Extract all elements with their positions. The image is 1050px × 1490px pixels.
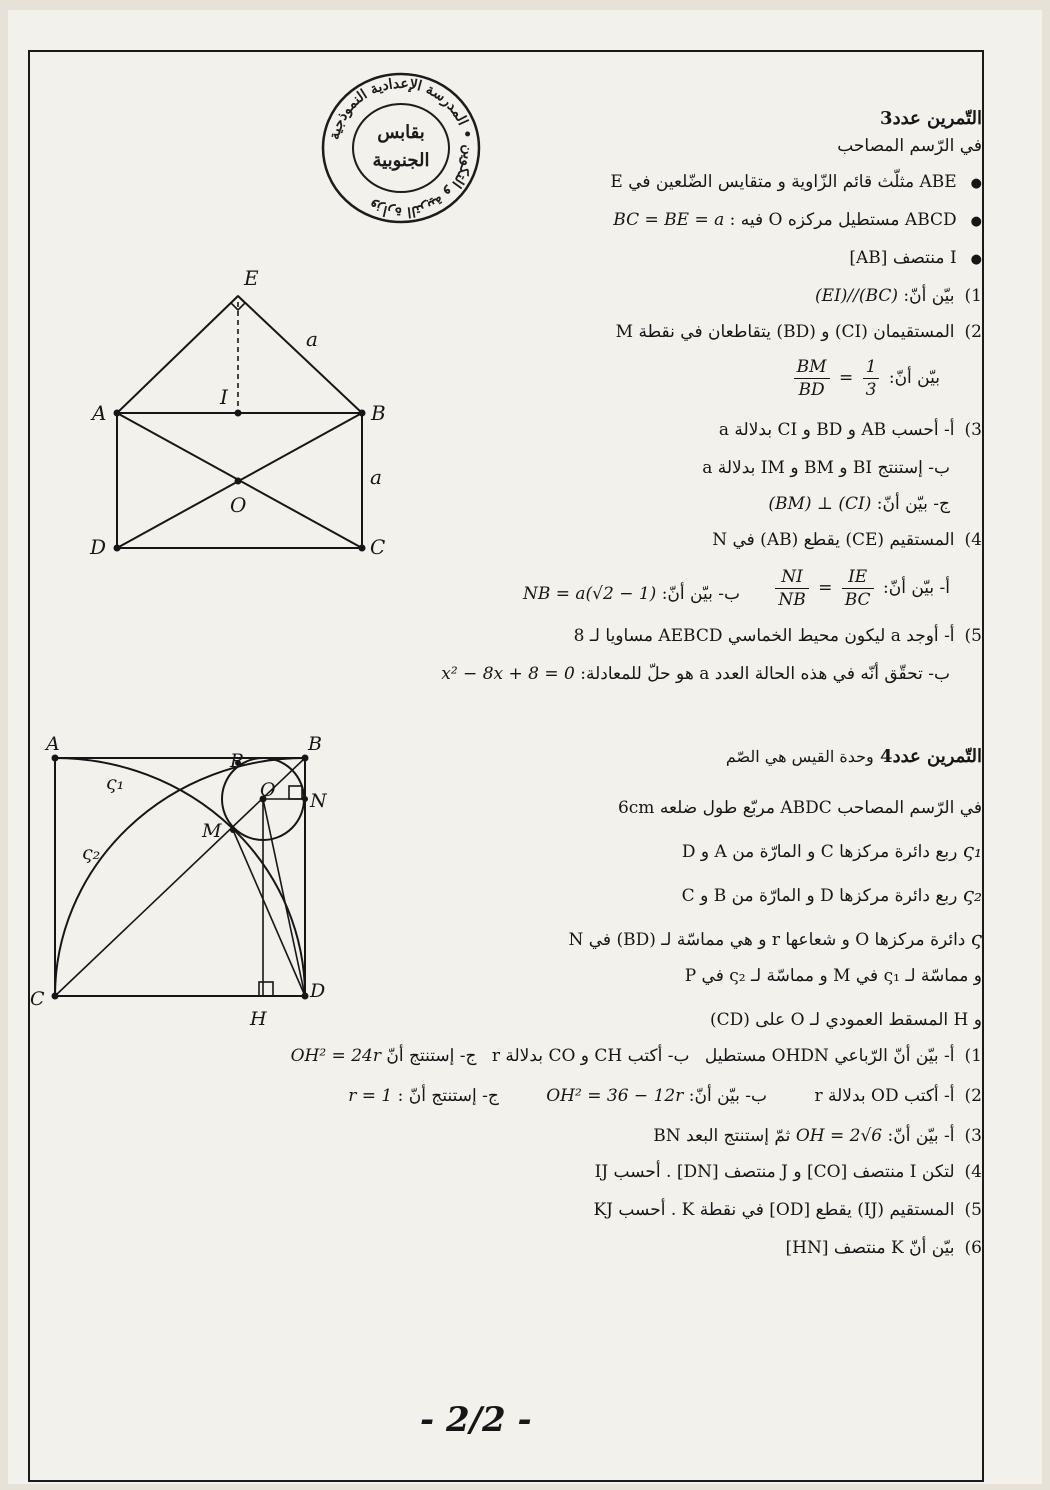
ex3-q4: 4)المستقيم (CE) يقطع (AB) في N	[712, 530, 982, 550]
ex4-intro: في الرّسم المصاحب ABDC مربّع طول ضلعه 6cm	[617, 798, 982, 818]
label-a-side-BC: a	[370, 465, 382, 489]
bullet-icon: ●	[970, 252, 982, 267]
ex4-c1: ς₁ ربع دائرة مركزها C و المارّة من A و D	[681, 838, 982, 862]
point-C	[359, 545, 366, 552]
label-M: M	[202, 820, 222, 842]
seal-line-1: بقابس	[377, 122, 425, 143]
ex3-q5a: 5)أ- أوجد a ليكون محيط الخماسي AEBCD مساويا لـ 8	[573, 626, 982, 646]
ex3-q3a: 3)أ- أحسب AB و BD و CI بدلالة a	[718, 420, 982, 440]
point-D	[302, 993, 309, 1000]
label-c2: ς₂	[82, 842, 101, 864]
label-E: E	[244, 266, 259, 290]
label-B: B	[371, 401, 386, 425]
point-N	[302, 796, 308, 802]
ex3-q2b: بيّن أنّ: $\frac{1}{3}$ = $\frac{BM}{BD}$	[790, 356, 940, 401]
bullet-icon: ●	[970, 176, 982, 191]
point-I	[235, 410, 242, 417]
label-P: P	[230, 750, 243, 772]
seal-line-2: الجنوبية	[372, 150, 430, 171]
ex4-q5: 5)المستقيم (IJ) يقطع [OD] في نقطة K . أحسب KJ	[593, 1200, 982, 1220]
ex3-q3c: ج- بيّن أنّ: (BM) ⊥ (CI)	[768, 494, 950, 514]
ex4-q3: 3)أ- بيّن أنّ: OH = 2√6 ثمّ إستنتج البعد BN	[653, 1126, 982, 1146]
segment-EB	[238, 296, 362, 413]
right-angle-mark-N	[289, 786, 302, 799]
label-A: A	[46, 733, 60, 755]
point-O	[235, 478, 242, 485]
point-B	[302, 755, 309, 762]
ex4-q6: 6)بيّن أنّ K منتصف [HN]	[785, 1238, 982, 1258]
ex3-q4a: أ- بيّن أنّ: $\frac{IE}{BC}$ = $\frac{NI}{NB}$	[771, 566, 950, 611]
ex4-c4: و مماسّة لـ ς₁ في M و مماسّة لـ ς₂ في P	[684, 966, 982, 986]
ex4-c2: ς₂ ربع دائرة مركزها D و المارّة من B و C	[681, 882, 982, 906]
label-a-side-EB: a	[306, 327, 318, 351]
page-number: - 2/2 -	[420, 1400, 532, 1440]
ex4-q1: 1)أ- بيّن أنّ الرّباعي OHDN مستطيل ب- أكتب CH و CO بدلالة r ج- إستنتج أنّ OH² = 24r	[290, 1046, 982, 1066]
segment-MD	[233, 830, 305, 996]
point-A	[52, 755, 59, 762]
label-O: O	[260, 779, 276, 801]
segment-OD	[263, 799, 305, 996]
label-N: N	[310, 790, 327, 812]
label-D: D	[310, 980, 326, 1002]
ex3-q2: 2)المستقيمان (CI) و (BD) يتقاطعان في نقطة M	[615, 322, 982, 342]
ex3-title: التّمرين عدد3	[880, 108, 982, 129]
ex4-title: التّمرين عدد4 وحدة القيس هي الصّم	[725, 746, 982, 767]
label-C: C	[370, 535, 386, 559]
ex3-bullet-2: ●ABCD مستطيل مركزه O فيه : BC = BE = a	[613, 210, 982, 230]
ex3-bullet-1: ●ABE مثلّث قائم الزّاوية و متقايس الضّلعين في E	[610, 172, 982, 192]
ex3-q5b: ب- تحقّق أنّه في هذه الحالة العدد a هو حلّ للمعادلة: x² − 8x + 8 = 0	[441, 664, 950, 684]
point-A	[114, 410, 121, 417]
ex3-intro: في الرّسم المصاحب	[837, 136, 982, 156]
label-D: D	[90, 535, 107, 559]
label-C: C	[30, 988, 45, 1010]
ex4-q2: 2)أ- أكتب OD بدلالة r ب- بيّن أنّ: OH² = 36 − 12r ج- إستنتج أنّ : r = 1	[348, 1086, 982, 1106]
ex3-q3b: ب- إستنتج BI و BM و IM بدلالة a	[702, 458, 950, 478]
label-B: B	[308, 733, 322, 755]
ex3-q1: 1)بيّن أنّ: (EI)//(BC)	[815, 286, 982, 306]
label-H: H	[250, 1008, 267, 1030]
point-D	[114, 545, 121, 552]
figure-ex4	[20, 725, 350, 1035]
svg-text:وزارة التربية و التكوين • المد	[327, 76, 476, 220]
label-A: A	[92, 401, 107, 425]
point-C	[52, 993, 59, 1000]
school-seal	[318, 66, 484, 226]
ex3-q4b: ب- بيّن أنّ: NB = a(√2 − 1)	[522, 584, 740, 604]
figure-ex3	[60, 260, 420, 570]
point-M	[230, 827, 236, 833]
ex4-q4: 4)لتكن I منتصف [CO] و J منتصف [DN] . أحسب IJ	[594, 1162, 982, 1182]
point-B	[359, 410, 366, 417]
ex4-c5: و H المسقط العمودي لـ O على (CD)	[709, 1010, 982, 1030]
seal-outer-text: وزارة التربية و التكوين • المدرسة الإعدادية النموذجية	[326, 75, 477, 221]
label-c1: ς₁	[106, 772, 125, 794]
right-angle-mark-H	[259, 982, 273, 996]
bullet-icon: ●	[970, 214, 982, 229]
label-I: I	[220, 385, 228, 409]
ex4-c3: ς دائرة مركزها O و شعاعها r و هي مماسّة لـ (BD) في N	[568, 926, 982, 950]
ex3-bullet-3: ●I منتصف [AB]	[849, 248, 982, 268]
label-O: O	[230, 493, 247, 517]
